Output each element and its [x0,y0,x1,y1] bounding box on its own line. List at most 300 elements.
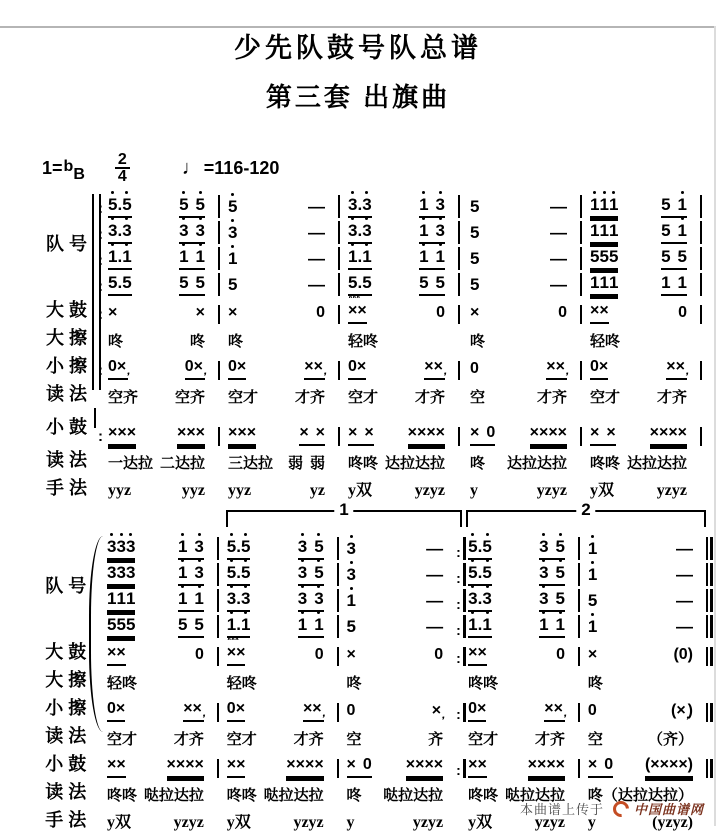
measure [468,446,580,474]
measure-content [225,636,337,666]
repeat-start-dots: : [98,428,103,445]
note-group [657,390,687,408]
note-char: × [295,756,305,774]
note-char: × [108,304,118,322]
note-group [107,590,135,612]
note-group [190,334,205,352]
measure-content [345,540,457,560]
note-char: 咚 [122,787,138,805]
measure-content [225,788,337,806]
measure-content [345,815,457,834]
measure-content [105,757,217,778]
note-char: × [314,756,324,774]
note-char: 5 [555,537,565,557]
note-group [645,757,693,778]
note-char: × [236,358,247,376]
barline [700,247,702,270]
note-char: 才 [293,731,309,749]
note-char: 咚 [346,787,362,805]
note-char: 3 [362,195,372,215]
note-group [298,590,324,612]
measure-content [225,616,337,638]
barline [710,589,713,612]
measure [225,666,337,694]
score-row [6,560,716,586]
note-group [415,483,445,502]
measure [468,324,580,352]
note-char: y [414,482,423,500]
note-char: 0 [346,702,356,720]
note-char: × [193,358,203,376]
barline [580,305,582,324]
barline [337,703,339,722]
barline-cell [337,722,345,750]
note-group [108,248,132,270]
note-char: 空 [226,731,242,749]
note-char: 3 [122,221,132,241]
note-group [528,757,565,778]
measure-content [466,645,578,666]
note-group [424,359,445,380]
note-char: 拉 [308,787,324,805]
note-char: 1 [226,615,237,635]
barline [700,427,702,446]
measure-content [345,676,457,694]
note-char [549,564,556,582]
roll-mark: ∧∧∧ [590,294,602,301]
note-char: 咚 [226,787,242,805]
barline-cell [338,244,346,270]
note-char: z [422,482,430,500]
meter-denominator: 4 [117,168,127,185]
note-char: y [309,482,318,500]
note-char: × [538,424,549,442]
start-bar-cell [91,806,105,834]
note-group [347,703,356,722]
repeat-start-dots: : [98,306,103,323]
note-char: 5 [468,537,478,557]
barline [338,305,340,324]
measure [225,586,337,612]
note-group [661,248,687,270]
note-group [108,390,138,408]
instrument-label: 小 鼓 [45,417,87,437]
barline-cell [217,694,225,722]
note-char: × [364,424,374,442]
note-char: 0 [678,646,688,664]
note-group [227,815,251,834]
note-group [178,564,204,586]
note-char: — [676,565,693,585]
barline-cell [706,750,716,778]
measure [105,778,217,806]
note-char: 5 [226,537,237,557]
barline-cell [456,778,466,806]
barline [710,563,713,586]
measure [468,380,580,408]
measure [588,446,700,474]
note-char: . [117,273,123,293]
note-char: ( [644,756,651,774]
note-char: × [226,756,237,774]
note-group [650,425,687,446]
note-group [228,250,237,270]
note-char: × [116,644,126,662]
note-char: 5 [661,195,671,215]
measure [225,778,337,806]
note-char: 咚 [122,675,138,693]
score-row [6,694,716,722]
note-char: 轻 [348,333,364,351]
measure [586,694,706,722]
note-group [666,359,687,380]
note-char: 哒 [143,787,159,805]
note-char: 5 [555,589,565,609]
note-group [406,757,443,778]
note-group [539,564,565,586]
note-char: 才 [294,389,310,407]
note-group [419,196,445,218]
barline-cell [458,324,468,352]
note-char: 1 [348,247,358,267]
note-group [470,361,479,380]
note-char: 5 [179,273,189,293]
measure-content [586,618,706,638]
choke-mark: ,, [685,366,687,376]
note-char: y [236,482,244,500]
note-char: × [304,358,314,376]
measure-content [106,359,218,380]
measure-content [105,701,217,722]
note-group [661,196,687,218]
note-char: 咚 [590,455,606,473]
note-char: 咚 [470,333,486,351]
note-char: 1 [608,273,619,293]
note-char: 才 [483,731,499,749]
note-char: 5 [195,273,205,293]
measure-content [225,538,337,560]
note-char: 达 [174,455,190,473]
note-char: 0 [468,700,478,718]
measure [586,666,706,694]
note-group [298,564,324,586]
note-char: 咚 [483,675,499,693]
measure [466,750,578,778]
barline [218,195,220,218]
barline [218,247,220,270]
note-group [179,248,205,270]
note-group [108,305,117,324]
note-char [189,248,196,266]
note-char: 1 [177,589,188,609]
score-row [6,586,716,612]
note-char: × [426,424,436,442]
measure [105,612,217,638]
note-char: 3 [435,221,445,241]
note-char: 1 [677,221,687,241]
note-char: 1 [179,247,189,267]
note-char: y [657,814,666,832]
note-char: 双 [115,814,132,832]
note-char: 咚 [363,455,379,473]
measure [345,750,457,778]
barline-cell [580,270,588,296]
page-subtitle: 第三套 出旗曲 [265,82,451,112]
note-char: 达 [656,455,672,473]
barline [217,615,219,638]
note-group [144,788,204,806]
note-group [537,390,567,408]
note-char: 齐 [671,389,687,407]
note-char [189,274,196,292]
note-char: 拉 [521,455,537,473]
note-group [468,676,498,694]
note-group [288,456,325,474]
note-char: 3 [195,221,205,241]
note-char: 0 [107,700,116,718]
measure-content [586,566,706,586]
barline [578,615,580,638]
note-char [189,222,196,240]
note-group [308,250,325,270]
note-char: 5 [108,273,118,293]
note-char: y [228,482,236,500]
note-char [549,590,556,608]
note-group [308,224,325,244]
measure-content [586,592,706,612]
choke-mark: ,, [442,710,444,720]
note-group [426,566,443,586]
note-group [546,359,567,380]
note-char: — [676,617,693,637]
note-char: 拉 [428,787,444,805]
note-char: × [598,358,609,376]
note-group [310,483,325,502]
measure-content [226,250,338,270]
measure [106,296,218,324]
note-group [588,618,597,638]
measure [468,244,580,270]
measure [466,666,578,694]
note-char: 5 [468,563,478,583]
note-group [676,566,693,586]
note-group [590,248,618,270]
note-group [348,274,372,296]
note-char: y [587,814,596,832]
note-group [178,590,204,612]
measure [468,192,580,218]
note-group [588,703,597,722]
note-char: 达 [414,455,430,473]
note-char: z [544,482,552,500]
instrument-label: 小 擦 [45,356,87,376]
note-group [673,647,693,666]
barline-cell [458,408,468,446]
note-char: 3 [297,589,308,609]
note-char: . [117,221,123,241]
note-group [470,390,485,408]
note-char: 拉 [641,455,657,473]
note-char: 0 [348,358,357,376]
barline-cell [337,586,345,612]
note-char: 哒 [504,787,520,805]
note-group [652,815,693,834]
barline [218,273,220,296]
note-char: 拉 [158,787,174,805]
note-group [347,618,356,638]
note-char: × [313,358,323,376]
measure-content [345,757,457,778]
note-group [185,359,205,380]
measure-content [105,788,217,806]
note-char: 5 [107,615,117,635]
score-row [6,244,710,270]
measure [226,352,338,380]
note-group [661,274,687,296]
barline-cell [706,722,716,750]
measure-content [588,456,700,474]
note-group [550,276,567,296]
note-char: 1 [297,615,308,635]
note-char [597,757,604,774]
note-char: 5 [314,563,324,583]
note-char: ) [687,646,693,664]
note-group [558,305,567,324]
note-char: 5 [482,537,492,557]
barline-cell [458,192,468,218]
note-char: × [659,756,669,774]
note-group [108,274,132,296]
note-group [537,483,567,502]
note-char: y [428,814,437,832]
barline-cell [218,244,226,270]
barline [458,427,460,446]
note-char: 1 [599,273,609,293]
note-char: × [126,424,137,442]
measure-content [466,538,578,560]
note-char: 空 [108,389,124,407]
barline [458,195,460,218]
note-char: 1 [539,615,549,635]
barline [463,703,466,722]
note-char: 1 [107,589,117,609]
note-char: 0 [470,360,479,378]
note-group [228,276,237,296]
note-group [468,616,492,638]
tempo-marking [182,157,280,180]
measure [468,270,580,296]
note-group [470,198,479,218]
barline-cell [700,408,710,446]
note-char: 二 [159,455,175,473]
note-char: 5 [108,195,118,215]
note-char: 5 [177,615,188,635]
barline-cell [458,474,468,502]
note-char: × [166,756,176,774]
note-char: 3 [346,565,357,585]
note-group [530,425,567,446]
note-char: — [426,565,444,585]
note-char: 齐 [551,389,567,407]
note-char [187,590,194,608]
note-char: 5 [587,591,598,611]
note-char [307,538,314,556]
note-char: 1 [116,589,126,609]
note-char: 拉 [399,455,415,473]
repeat-start-dots: : [98,252,103,269]
measure [468,352,580,380]
note-group [588,540,597,560]
measure-content [588,196,700,218]
note-char: 1 [194,589,204,609]
note-char: . [357,221,363,241]
barline [700,221,702,244]
barline-cell [338,474,346,502]
note-char: × [433,756,444,774]
repeat-end-dots: : [456,650,461,666]
page-title: 少先队鼓号队总谱 [234,33,482,63]
note-char: 达 [647,787,663,805]
note-char: 齐 [188,731,204,749]
measure [106,192,218,218]
barline-cell [580,244,588,270]
measure-content [106,483,218,502]
repeat-start-dots: : [98,200,103,217]
measure [225,638,337,666]
start-bar-cell [92,408,106,446]
footer-site-name[interactable]: 中国曲谱网 [633,802,704,817]
barline-cell [578,694,586,722]
measure-content [345,732,457,750]
measure [225,612,337,638]
measure-content [588,222,700,244]
measure [226,446,338,474]
measure-content [105,676,217,694]
measure-content [226,276,338,296]
barline [700,305,702,324]
note-char: 1 [419,195,429,215]
score-row [6,270,710,296]
note-char: × [658,424,669,442]
note-char: 3 [297,537,308,557]
start-bar-cell [91,778,105,806]
measure [468,474,580,502]
note-char: 咚 [587,675,603,693]
note-char: 齐 [308,731,324,749]
barline-cell [700,352,710,380]
repeat-end-dots: : [456,570,461,586]
note-char: z [557,814,565,832]
note-group [590,274,618,296]
measure-content [346,248,458,270]
barline-cell [580,446,588,474]
note-char: × [468,644,478,662]
repeat-end-dots: : [456,596,461,612]
measure [588,352,700,380]
note-char: . [357,273,363,293]
note-char: × [546,358,556,376]
measure [106,380,218,408]
barline-cell [706,806,716,834]
barline [337,563,339,586]
measure-content [346,274,458,296]
instrument-label: 小 鼓 [45,754,87,774]
measure [346,192,458,218]
note-char: 0 [587,702,597,720]
note-char: 0 [316,304,325,322]
measure-content [106,196,218,218]
barline-cell [458,244,468,270]
